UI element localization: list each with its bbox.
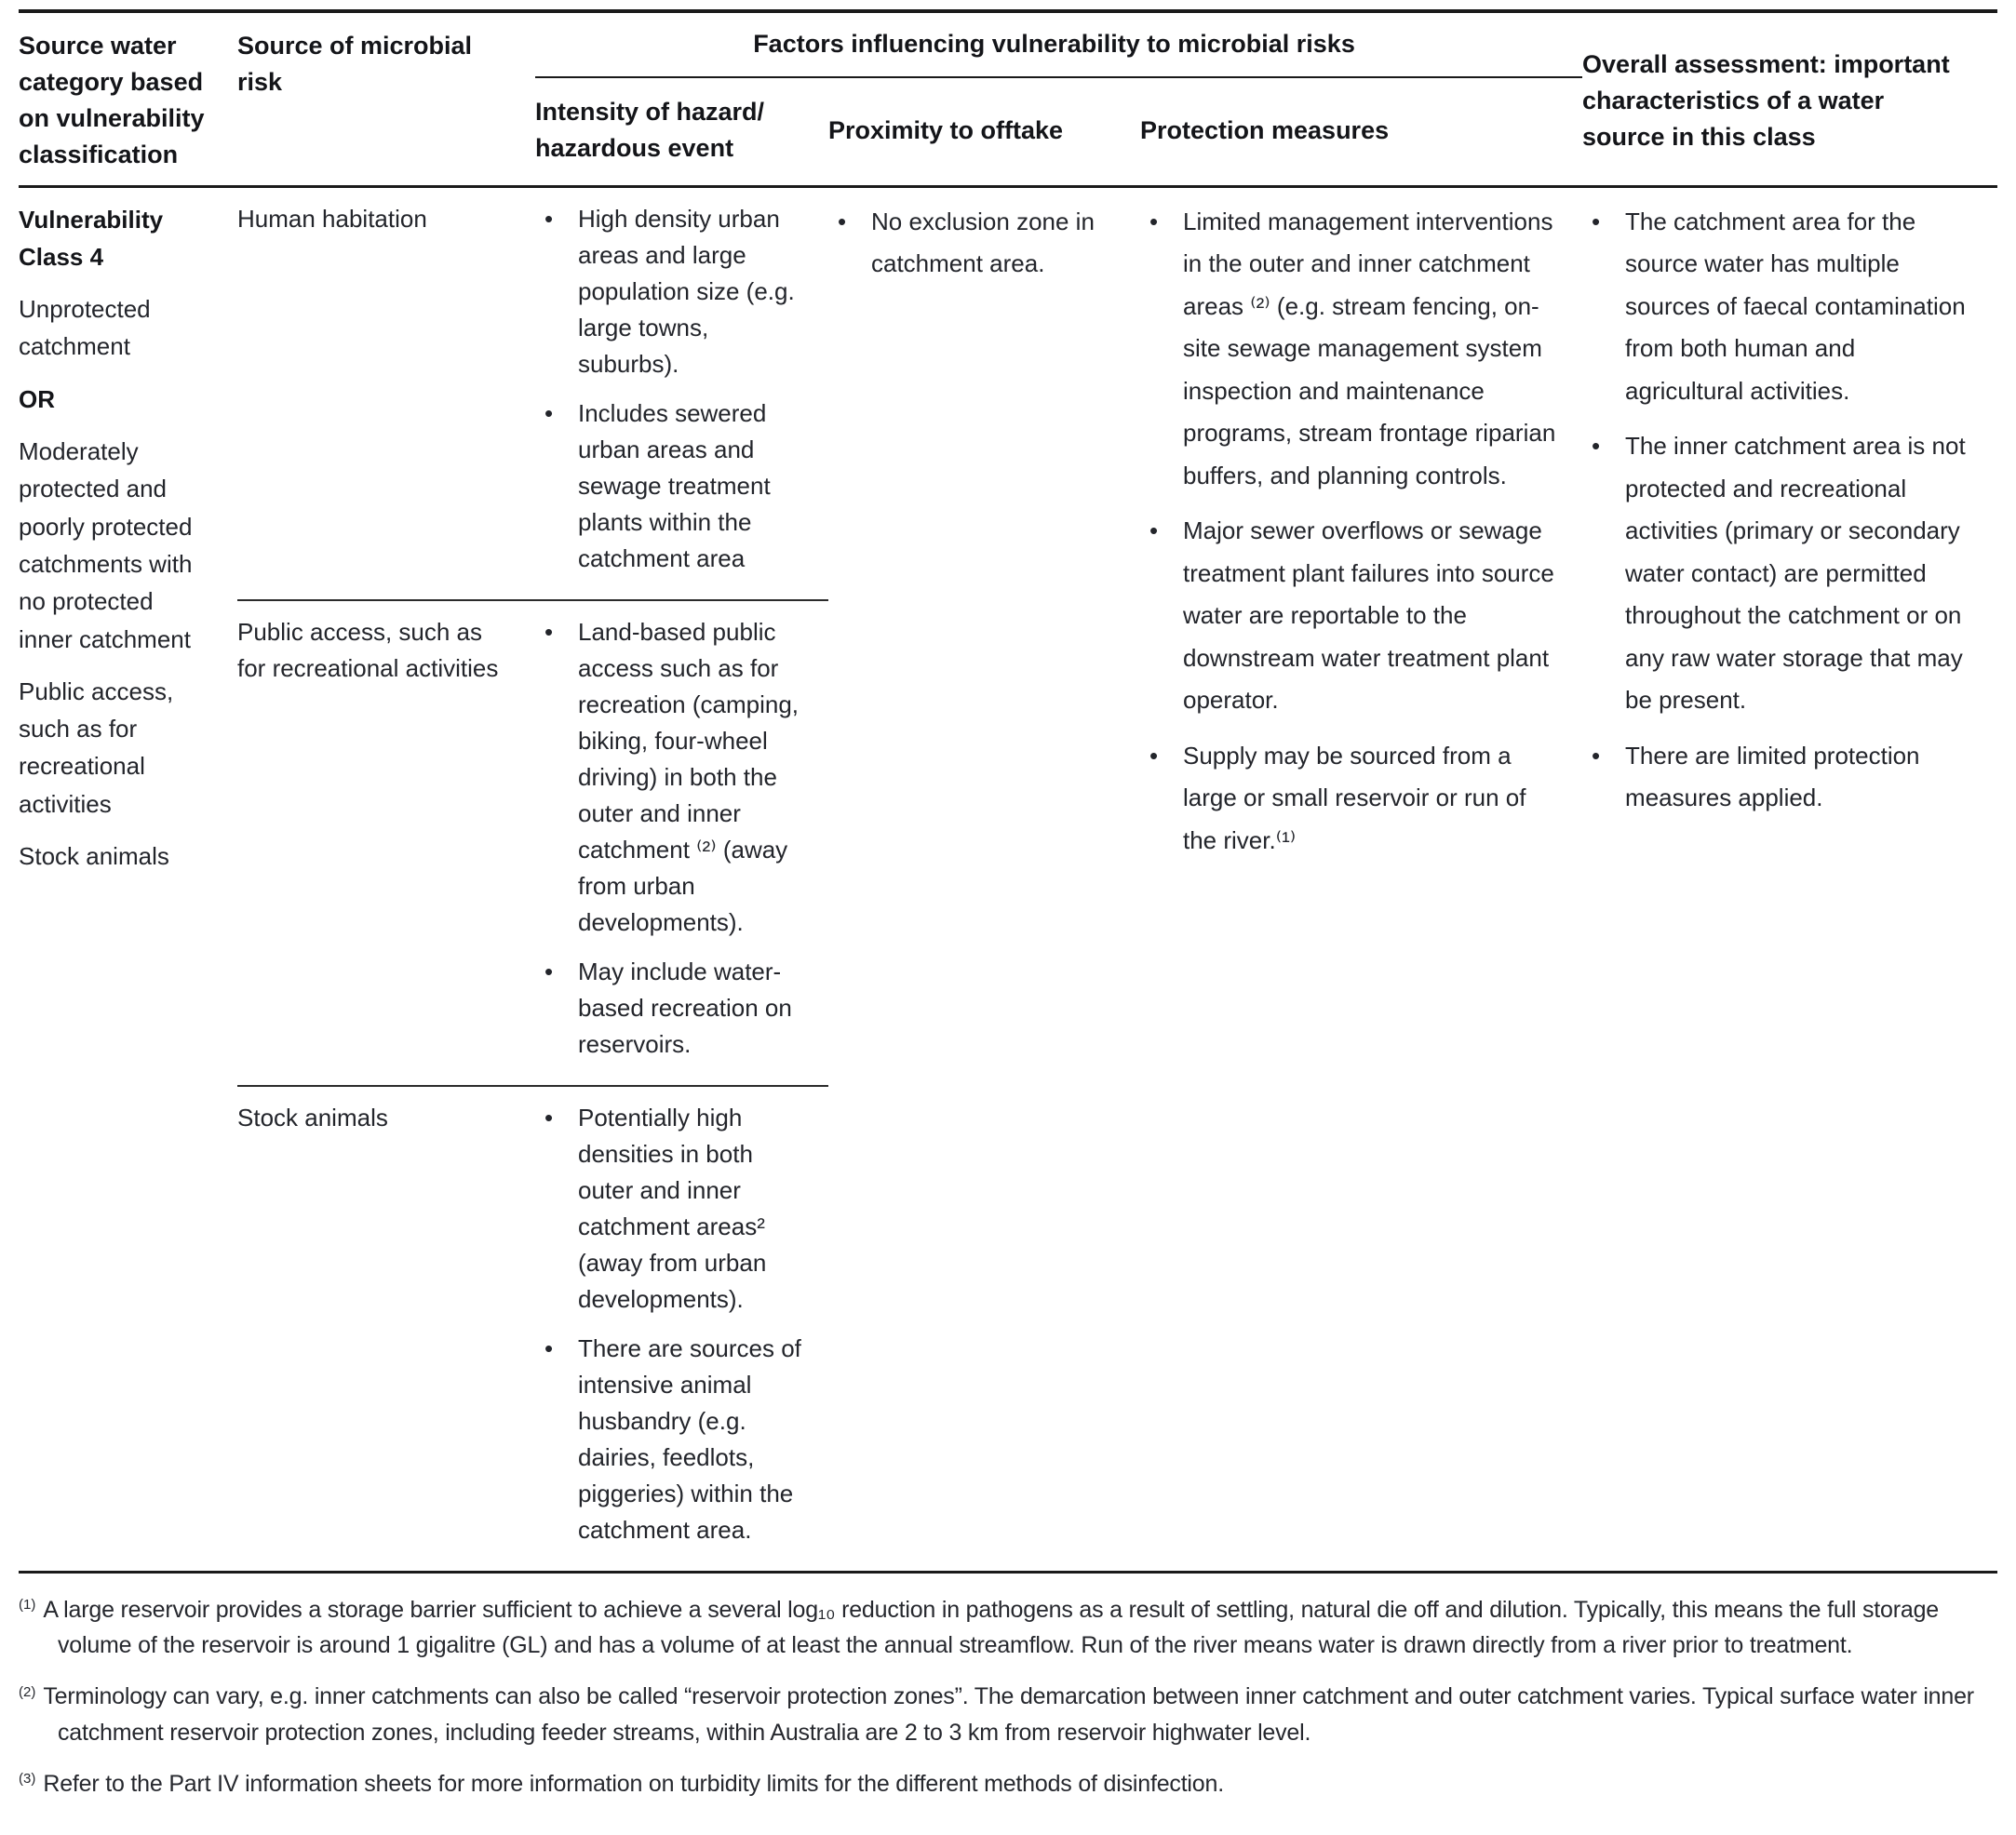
header-protection-measures: Protection measures [1140,115,1390,144]
bullet-item: • Supply may be sourced from a large or small reservoir or run of the river.⁽¹⁾ [1140,735,1556,863]
bullet-item: • The catchment area for the source water has multiple sources of faecal contamination from both human and agricultural activities. [1582,201,1971,413]
bullet-item: • There are sources of intensive animal husbandry (e.g. dairies, feedlots, piggeries) within the catchment area. [535,1331,802,1548]
intensity-bullet-list [535,614,802,1063]
intensity-bullet-list [535,201,802,577]
bullet-item: • Land-based public access such as for recreation (camping, biking, four-wheel driving) in both the outer and inner catchment ⁽²⁾ (away from urban developments). [535,614,802,941]
cell-overall-assessment [1582,186,1997,1572]
overall-bullet-list [1582,201,1971,820]
bullet-item: • No exclusion zone in catchment area. [828,201,1114,286]
category-item: Public access, such as for recreational activities [19,676,174,818]
cell-intensity-human-habitation [535,186,828,600]
footnotes-section [19,1574,1997,1802]
footnote-1 [19,1592,1997,1665]
header-proximity-to-offtake: Proximity to offtake [828,115,1064,144]
bullet-item: • Includes sewered urban areas and sewage treatment plants within the catchment area [535,395,802,577]
header-source-of-microbial-risk: Source of microbial risk [237,32,473,97]
cell-risk-stock-animals: Stock animals [237,1086,535,1573]
footnote-2-text: Terminology can vary, e.g. inner catchments can also be called “reservoir protection zones”. The demarcation between inner catchment and outer catchment varies. Typical surface water inner catchment reservoir protection zones, including feeder streams, within Australia are 2 to 3 km from reservoir highwater level. [43,1683,1974,1746]
category-item: Stock animals [19,842,169,871]
cell-proximity [828,186,1140,1572]
header-source-water-category: Source water category based on vulnerability classification [19,32,205,169]
footnote-2-marker: (2) [19,1683,36,1700]
vulnerability-class-table [19,9,1997,1574]
footnote-1-marker: (1) [19,1597,36,1614]
vulnerability-class-title: Vulnerability Class 4 [19,205,164,271]
footnote-3-text: Refer to the Part IV information sheets for more information on turbidity limits for the different methods of disinfection. [43,1770,1224,1797]
intensity-bullet-list [535,1100,802,1548]
header-intensity-of-hazard: Intensity of hazard/ hazardous event [535,98,765,163]
footnote-3 [19,1766,1997,1802]
bullet-item: • The inner catchment area is not protected and recreational activities (primary or secondary water contact) are permitted throughout the catchment or on any raw water storage that may be present. [1582,425,1971,722]
cell-protection-measures [1140,186,1582,1572]
cell-risk-public-access: Public access, such as for recreational activities [237,600,535,1086]
cell-intensity-public-access [535,600,828,1086]
category-or-label: OR [19,384,55,413]
bullet-item: • Limited management interventions in the outer and inner catchment areas ⁽²⁾ (e.g. stream fencing, on-site sewage management system inspection and maintenance programs, stream frontage riparian buffers, and planning controls. [1140,201,1556,498]
cell-risk-human-habitation: Human habitation [237,186,535,600]
category-item: Unprotected catchment [19,295,151,361]
category-item: Moderately protected and poorly protected catchments with no protected inner catchment [19,437,193,653]
protection-bullet-list [1140,201,1556,863]
footnote-2 [19,1679,1997,1751]
header-factors-group: Factors influencing vulnerability to microbial risks [535,11,1582,77]
bullet-item: • Major sewer overflows or sewage treatment plant failures into source water are reportable to the downstream water treatment plant operator. [1140,510,1556,722]
bullet-item: • High density urban areas and large population size (e.g. large towns, suburbs). [535,201,802,382]
proximity-bullet-list [828,201,1114,286]
footnote-3-marker: (3) [19,1771,36,1788]
footnote-1-text: A large reservoir provides a storage barrier sufficient to achieve a several log₁₀ reduction in pathogens as a result of settling, natural die off and dilution. Typically, this means the full storage volume of the reservoir is around 1 gigalitre (GL) and has a volume of at least the annual streamflow. Run of the river means water is drawn directly from a river prior to treatment. [43,1596,1939,1659]
bullet-item: • May include water-based recreation on reservoirs. [535,954,802,1063]
bullet-item: • Potentially high densities in both outer and inner catchment areas² (away from urban developments). [535,1100,802,1318]
cell-source-category [19,186,237,1572]
bullet-item: • There are limited protection measures applied. [1582,735,1971,820]
cell-intensity-stock-animals [535,1086,828,1573]
header-overall-assessment: Overall assessment: important characteristics of a water source in this class [1582,49,1950,151]
